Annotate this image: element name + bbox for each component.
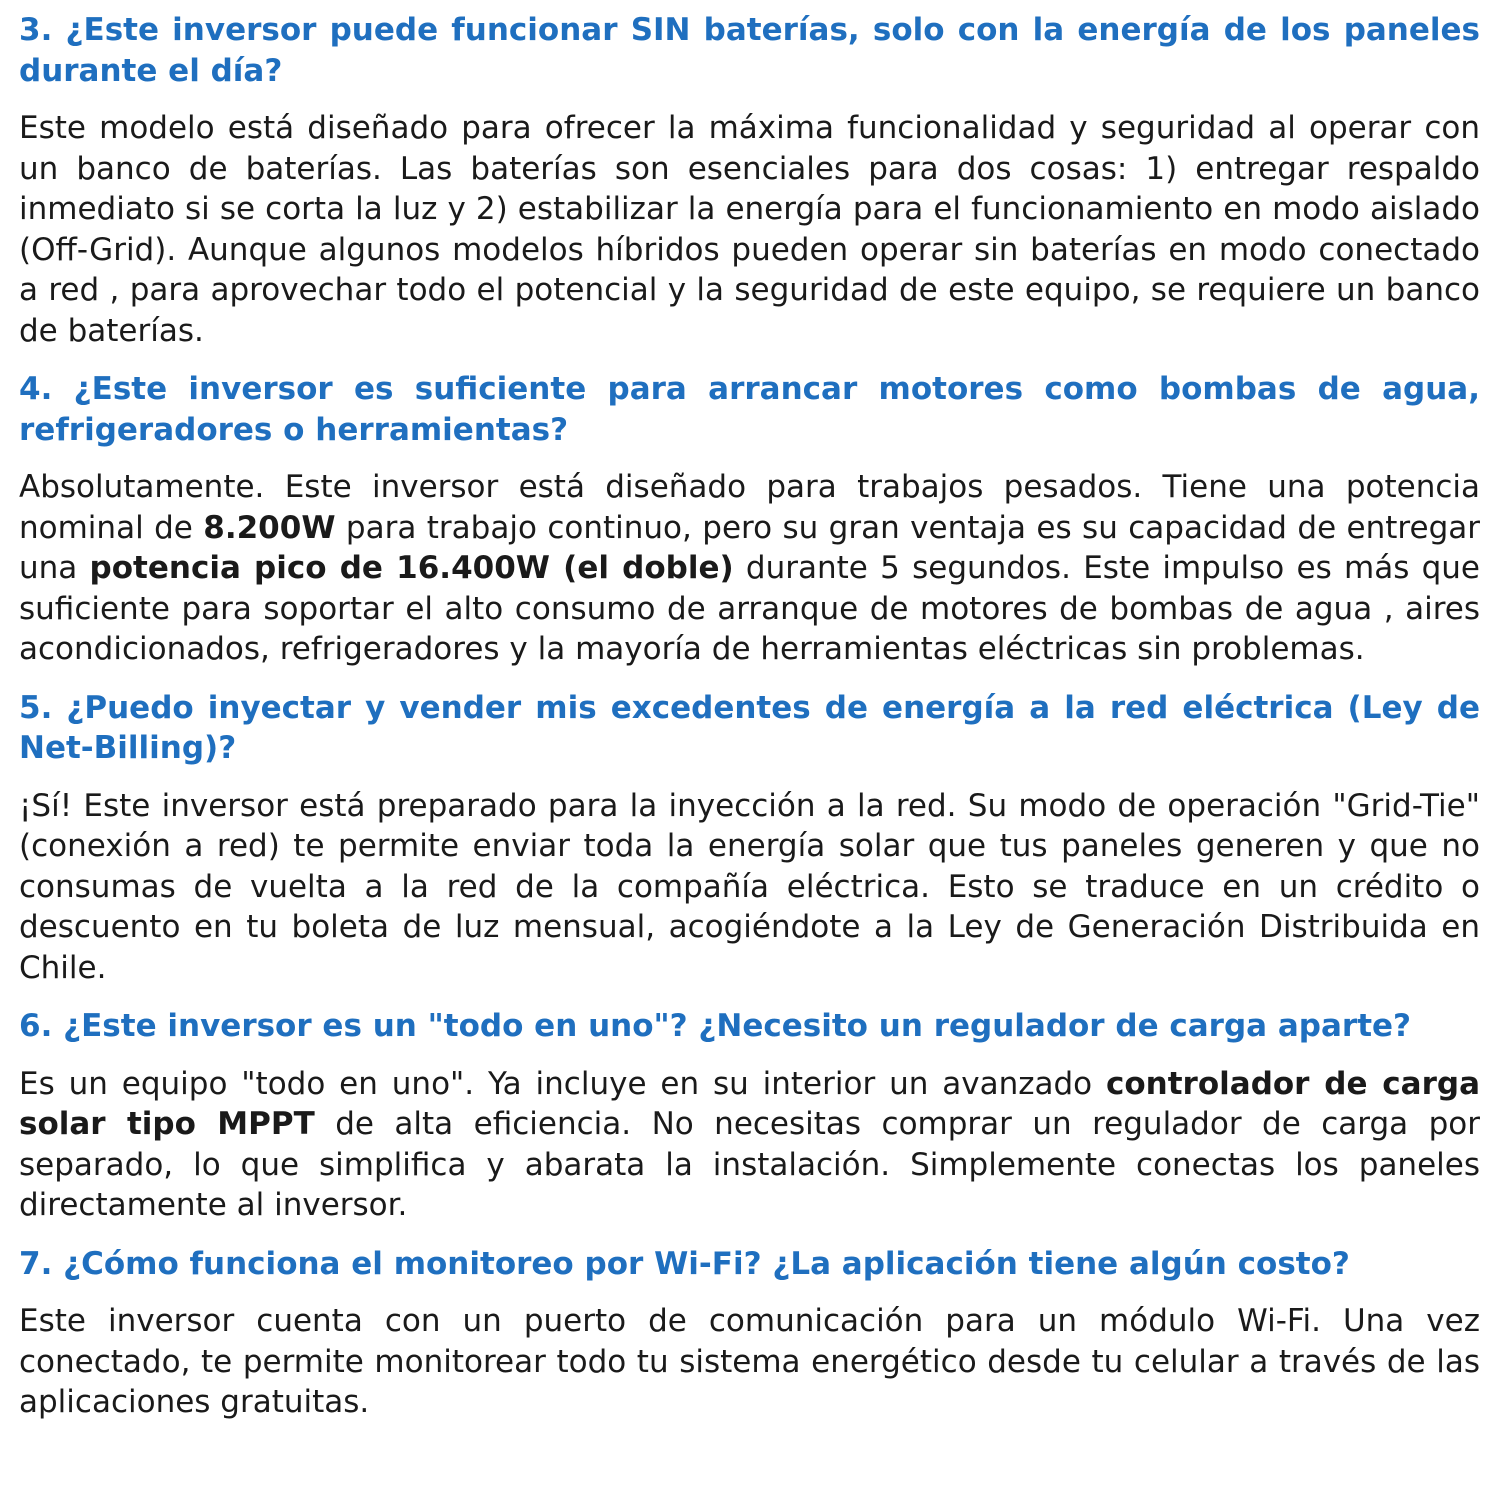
answer-text: Absolutamente. Este inversor está diseñado para trabajos pesados. Tiene una potencia nominal de [19, 469, 1480, 546]
faq-question-7: 7. ¿Cómo funciona el monitoreo por Wi-Fi? ¿La aplicación tiene algún costo? [19, 1245, 1350, 1282]
answer-text: durante 5 segundos. Este impulso es más que suficiente para soportar el alto consumo de arranque de motores de bombas de agua , aires acondicionados, refrigeradores y la mayoría de herramientas eléctricas sin problemas. [19, 550, 1480, 667]
faq-item-5 [19, 688, 1480, 989]
answer-bold-nominal-power: 8.200W [203, 509, 336, 546]
faq-question-4: 4. ¿Este inversor es suficiente para arrancar motores como bombas de agua, refrigeradores o herramientas? [19, 371, 1480, 448]
faq-answer-5 [19, 786, 1480, 989]
answer-text: Es un equipo "todo en uno". Ya incluye en su interior un avanzado [19, 1065, 1106, 1102]
answer-text: ¡Sí! Este inversor está preparado para la inyección a la red. Su modo de operación "Grid-Tie" (conexión a red) te permite enviar toda la energía solar que tus paneles generen y que no consumas de vuelta a la red de la compañía eléctrica. Esto se traduce en un crédito o descuento en tu boleta de luz mensual, acogiéndote a la Ley de Generación Distribuida en Chile. [19, 787, 1480, 986]
answer-bold-peak-power: potencia pico de 16.400W (el doble) [89, 550, 734, 586]
faq-answer-4 [19, 467, 1480, 670]
answer-text: Este inversor cuenta con un puerto de comunicación para un módulo Wi-Fi. Una vez conectado, te permite monitorear todo tu sistema energético desde tu celular a través de las aplicaciones gratuitas. [19, 1303, 1480, 1420]
faq-question-5: 5. ¿Puedo inyectar y vender mis excedentes de energía a la red eléctrica (Ley de Net-Billing)? [19, 689, 1480, 766]
answer-text: para trabajo continuo, pero su gran ventaja es su capacidad de entregar una [19, 509, 1480, 586]
answer-text: Este modelo está diseñado para ofrecer la máxima funcionalidad y seguridad al operar con un banco de baterías. Las baterías son esenciales para dos cosas: 1) entregar respaldo inmediato si se corta la luz y 2) estabilizar la energía para el funcionamiento en modo aislado (Off-Grid). Aunque algunos modelos híbridos pueden operar sin baterías en modo conectado a red , para aprovechar todo el potencial y la seguridad de este equipo, se requiere un banco de baterías. [19, 110, 1480, 349]
faq-item-4 [19, 369, 1480, 670]
answer-bold-mppt: controlador de carga solar tipo MPPT [19, 1065, 1480, 1142]
faq-item-3 [19, 10, 1480, 351]
faq-item-7 [19, 1244, 1480, 1423]
answer-text: de alta eficiencia. No necesitas comprar un regulador de carga por separado, lo que simplifica y abarata la instalación. Simplemente conectas los paneles directamente al inversor. [19, 1106, 1480, 1223]
faq-answer-6 [19, 1064, 1480, 1226]
faq-question-6: 6. ¿Este inversor es un "todo en uno"? ¿Necesito un regulador de carga aparte? [19, 1008, 1412, 1044]
faq-question-3: 3. ¿Este inversor puede funcionar SIN baterías, solo con la energía de los paneles durante el día? [19, 12, 1480, 89]
faq-answer-3 [19, 108, 1480, 351]
faq-item-6 [19, 1006, 1480, 1226]
faq-answer-7 [19, 1301, 1480, 1423]
